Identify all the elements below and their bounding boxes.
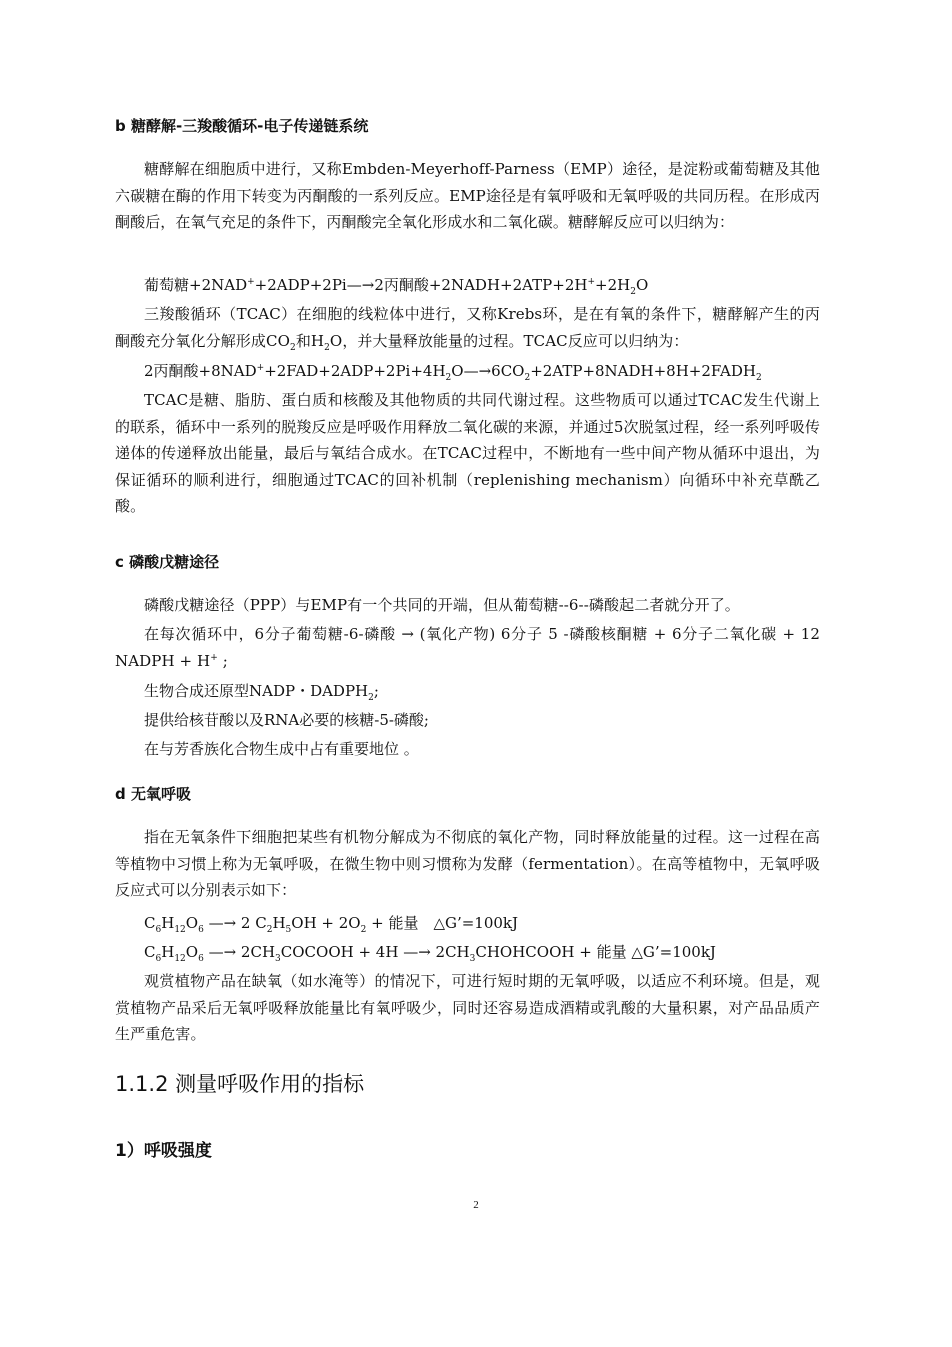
equation-anaerobic-lactate: $C_6H_{12}O_6$ —→ $2CH_3COCOOH + 4H$ —→ $2CH_3CHOHCOOH$ + 能量 △G’=100kJ <box>144 943 716 964</box>
paragraph-tcac-intro: 三羧酸循环（TCAC）在细胞的线粒体中进行，又称Krebs环，是在有氧的条件下，糖酵解产生的丙酮酸充分氧化分解形成$CO_2$和$H_2O$，并大量释放能量的过程。TCAC反应可以归纳为： <box>115 305 820 353</box>
paragraph-anaerobic: 指在无氧条件下细胞把某些有机物分解成为不彻底的氧化产物，同时释放能量的过程。这一过程在高等植物中习惯上称为无氧呼吸，在微生物中则习惯称为发酵（fermentation）。在高等植物中，无氧呼吸反应式可以分别表示如下： <box>115 828 820 899</box>
ppp-item-ribose: 提供给核苷酸以及RNA必要的核糖-5-磷酸; <box>144 711 429 729</box>
ppp-item-aromatic: 在与芳香族化合物生成中占有重要地位 。 <box>144 740 419 758</box>
ppp-item-nadph: 生物合成还原型NADP・$DADPH_2$; <box>144 682 379 703</box>
paragraph-ppp-intro: 磷酸戊糖途径（PPP）与EMP有一个共同的开端，但从葡萄糖--6--磷酸起二者就分开了。 <box>144 596 740 614</box>
paragraph-ornamental-plants: 观赏植物产品在缺氧（如水淹等）的情况下，可进行短时期的无氧呼吸，以适应不利环境。但是，观赏植物产品采后无氧呼吸释放能量比有氧呼吸少，同时还容易造成酒精或乳酸的大量积累，对产品品质产生严重危害。 <box>115 972 820 1043</box>
section-heading-d: d 无氧呼吸 <box>115 785 191 803</box>
subsection-heading-112: 1.1.2 测量呼吸作用的指标 <box>115 1072 365 1096</box>
paragraph-glycolysis: 糖酵解在细胞质中进行，又称Embden-Meyerhoff-Parness（EMP）途径，是淀粉或葡萄糖及其他六碳糖在酶的作用下转变为丙酮酸的一系列反应。EMP途径是有氧呼吸和无氧呼吸的共同历程。在形成丙酮酸后，在氧气充足的条件下，丙酮酸完全氧化形成水和二氧化碳。糖酵解反应可以归纳为： <box>115 160 820 231</box>
equation-tcac: 2丙酮酸$+8NAD^++2FAD+2ADP+2Pi+4H_2O—\to 6CO_2+2ATP+8NADH+8H+2FADH_2$ <box>144 362 762 383</box>
paragraph-ppp-cycle: 在每次循环中，6分子葡萄糖-6-磷酸 → (氧化产物) 6分子 5 -磷酸核酮糖 + 6分子二氧化碳 + 12 NADPH + H+ ; <box>115 625 820 670</box>
equation-anaerobic-ethanol: $C_6H_{12}O_6$ —→ 2 $C_2H_5OH + 2O_2$ + 能量 △G’=100kJ <box>144 914 519 935</box>
paragraph-tcac-metabolism: TCAC是糖、脂肪、蛋白质和核酸及其他物质的共同代谢过程。这些物质可以通过TCAC发生代谢上的联系，循环中一系列的脱羧反应是呼吸作用释放二氧化碳的来源，并通过5次脱氢过程，经一系列呼吸传递体的传递释放出能量，最后与氧结合成水。在TCAC过程中，不断地有一些中间产物从循环中退出，为保证循环的顺利进行，细胞通过TCAC的回补机制（replenishing mechanism）向循环中补充草酰乙酸。 <box>115 391 820 515</box>
section-heading-c: c 磷酸戊糖途径 <box>115 553 220 571</box>
item-heading-respiration-rate: 1）呼吸强度 <box>115 1141 212 1161</box>
equation-glycolysis: 葡萄糖+2NAD++2ADP+2Pi—→2丙酮酸$+2NADH+2ATP+2H^++2H_2O$ <box>144 276 649 297</box>
section-heading-b: b 糖酵解-三羧酸循环-电子传递链系统 <box>115 117 369 135</box>
page-number: 2 <box>473 1199 479 1211</box>
